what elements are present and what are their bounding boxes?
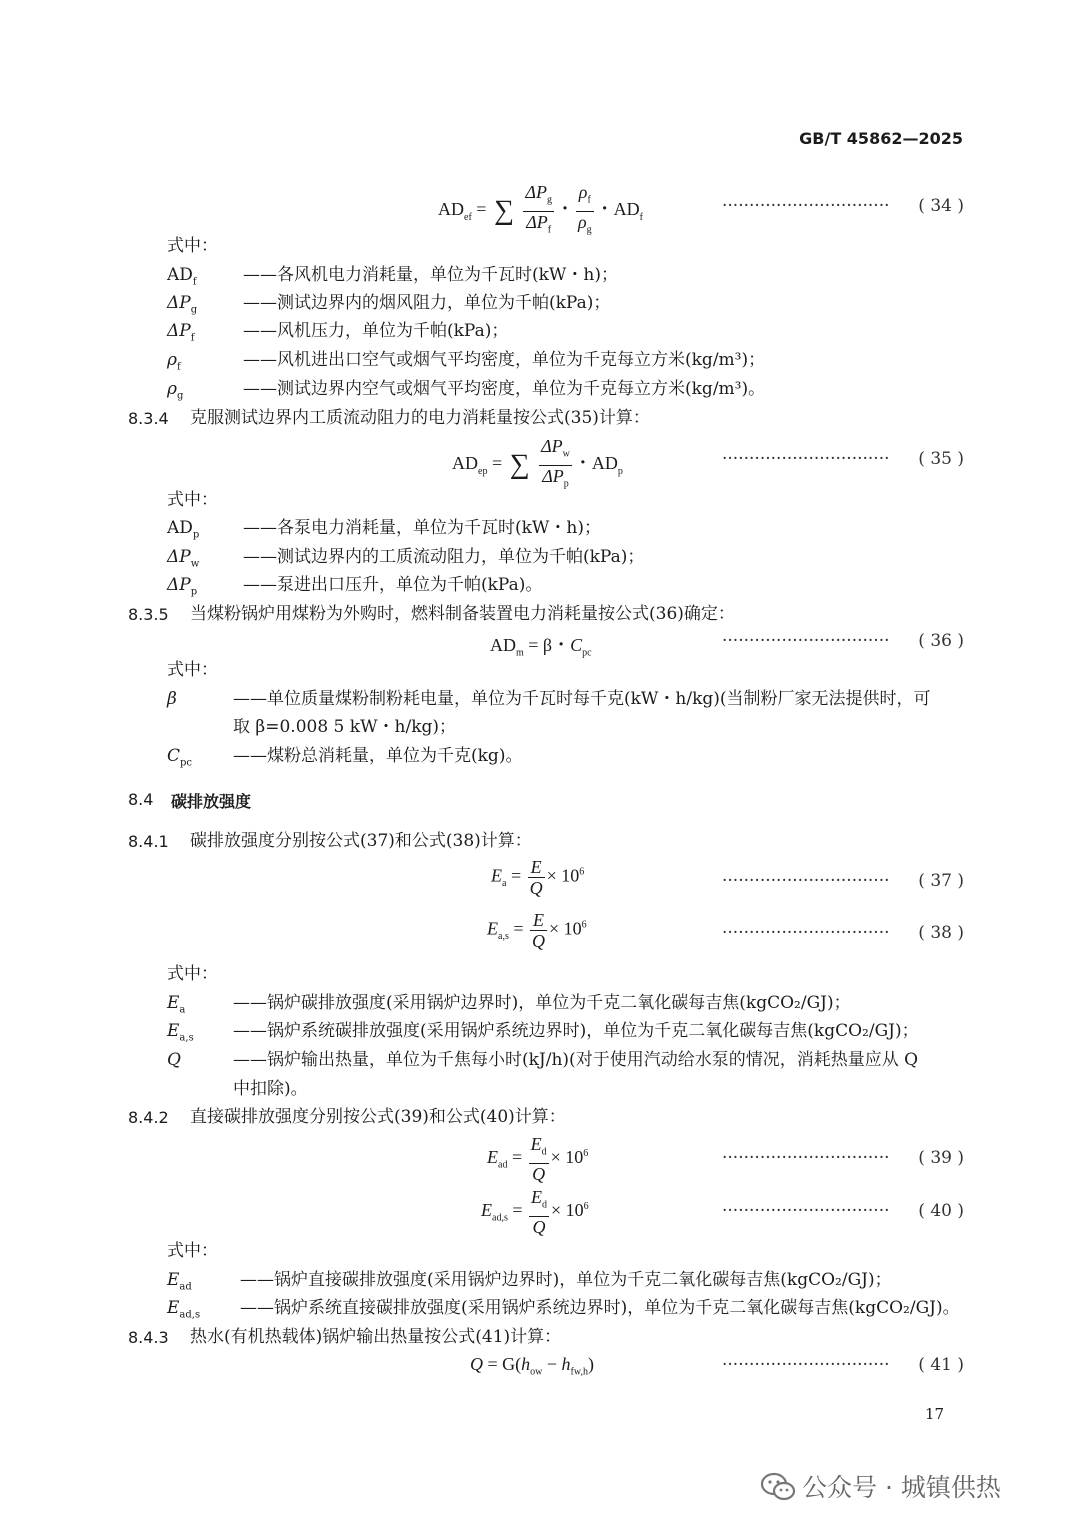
definition-row: $\Delta P_g$ ——测试边界内的烟风阻力，单位为千帕(kPa)； <box>167 293 611 316</box>
wechat-icon <box>760 1473 802 1502</box>
watermark: 公众号 · 城镇供热 <box>760 1468 1001 1504</box>
section-text: 克服测试边界内工质流动阻力的电力消耗量按公式(35)计算： <box>190 408 650 428</box>
definition-row: $AD_p$ ——各泵电力消耗量，单位为千瓦时(kW・h)； <box>167 518 601 541</box>
definition-row: $E_{ad,s}$ ——锅炉系统直接碳排放强度(采用锅炉系统边界时)，单位为千克二氧化碳每吉焦(kgCO₂/GJ)。 <box>167 1298 960 1321</box>
definition-row: $\rho_f$ ——风机进出口空气或烟气平均密度，单位为千克每立方米(kg/m³)； <box>167 350 766 373</box>
definition-continuation: 取 β=0.008 5 kW・h/kg)； <box>233 717 457 737</box>
section-text: 碳排放强度分别按公式(37)和公式(38)计算： <box>190 831 532 851</box>
section-number: 8.4 <box>128 790 154 809</box>
section-number: 8.3.4 <box>128 409 169 428</box>
equation-35: $AD_{ep}$ = ∑ $\frac{\Delta P_w}{\Delta P_p}$ ・$AD_p$ <box>452 436 623 490</box>
section-number: 8.3.5 <box>128 605 169 624</box>
equation-number-35: ( 35 ) ······························· <box>722 449 964 469</box>
equation-number-40: ( 40 ) ······························· <box>722 1201 964 1221</box>
where-label: 式中： <box>167 1241 218 1261</box>
page-number: 17 <box>925 1405 945 1423</box>
section-text: 当煤粉锅炉用煤粉为外购时，燃料制备装置电力消耗量按公式(36)确定： <box>190 604 735 624</box>
where-label: 式中： <box>167 964 218 984</box>
definition-row: $E_{a,s}$ ——锅炉系统碳排放强度(采用锅炉系统边界时)，单位为千克二氧化碳每吉焦(kgCO₂/GJ)； <box>167 1021 919 1044</box>
definition-row: $\Delta P_p$ ——泵进出口压升，单位为千帕(kPa)。 <box>167 575 543 598</box>
equation-number-37: ( 37 ) ······························· <box>722 871 964 891</box>
equation-39: $E_{ad}$ = $\frac{E_d}{Q}$ × $10^6$ <box>487 1134 589 1184</box>
definition-row: β ——单位质量煤粉制粉耗电量，单位为千瓦时每千克(kW・h/kg)(当制粉厂家无法提供时，可 <box>167 689 931 709</box>
section-text: 直接碳排放强度分别按公式(39)和公式(40)计算： <box>190 1107 566 1127</box>
definition-row: $C_{pc}$ ——煤粉总消耗量，单位为千克(kg)。 <box>167 746 523 769</box>
where-label: 式中： <box>167 660 218 680</box>
equation-34: $AD_{ef}$ = ∑ $\frac{\Delta P_g}{\Delta P_f}$ ・ $\frac{\rho_f}{\rho_g}$ ・$AD_f$ <box>438 182 643 236</box>
definition-continuation: 中扣除)。 <box>233 1079 308 1099</box>
equation-number-36: ( 36 ) ······························· <box>722 631 964 651</box>
equation-38: $E_{a,s}$ = $\frac{E}{Q}$ × $10^6$ <box>487 910 587 951</box>
where-label: 式中： <box>167 236 218 256</box>
equation-36: $AD_m = \beta$・$C_{pc}$ <box>490 635 592 659</box>
definition-row: $E_{ad}$ ——锅炉直接碳排放强度(采用锅炉边界时)，单位为千克二氧化碳每吉焦(kgCO₂/GJ)； <box>167 1270 892 1293</box>
definition-row: $\rho_g$ ——测试边界内空气或烟气平均密度，单位为千克每立方米(kg/m³)。 <box>167 379 766 402</box>
standard-number: GB/T 45862—2025 <box>799 129 963 148</box>
section-text: 热水(有机热载体)锅炉输出热量按公式(41)计算： <box>190 1327 562 1347</box>
section-number: 8.4.1 <box>128 832 169 851</box>
equation-37: $E_a$ = $\frac{E}{Q}$ × $10^6$ <box>491 857 585 898</box>
equation-number-34: ( 34 ) ······························· <box>722 196 964 216</box>
equation-number-41: ( 41 ) ······························· <box>722 1355 964 1375</box>
section-heading: 碳排放强度 <box>171 792 252 811</box>
equation-41: $Q = G(h_{ow} - h_{fw,h})$ <box>470 1354 594 1378</box>
definition-row: $\Delta P_w$ ——测试边界内的工质流动阻力，单位为千帕(kPa)； <box>167 547 645 570</box>
definition-row: $E_a$ ——锅炉碳排放强度(采用锅炉边界时)，单位为千克二氧化碳每吉焦(kgCO₂/GJ)； <box>167 993 851 1016</box>
section-number: 8.4.3 <box>128 1328 169 1347</box>
definition-row: $\Delta P_f$ ——风机压力，单位为千帕(kPa)； <box>167 321 509 344</box>
equation-40: $E_{ad,s}$ = $\frac{E_d}{Q}$ × $10^6$ <box>481 1187 589 1237</box>
equation-number-38: ( 38 ) ······························· <box>722 923 964 943</box>
definition-row: $AD_f$ ——各风机电力消耗量，单位为千瓦时(kW・h)； <box>167 265 618 288</box>
where-label: 式中： <box>167 490 218 510</box>
equation-number-39: ( 39 ) ······························· <box>722 1148 964 1168</box>
definition-row: Q ——锅炉输出热量，单位为千焦每小时(kJ/h)(对于使用汽动给水泵的情况，消耗热量应从 Q <box>167 1050 919 1070</box>
section-number: 8.4.2 <box>128 1108 169 1127</box>
